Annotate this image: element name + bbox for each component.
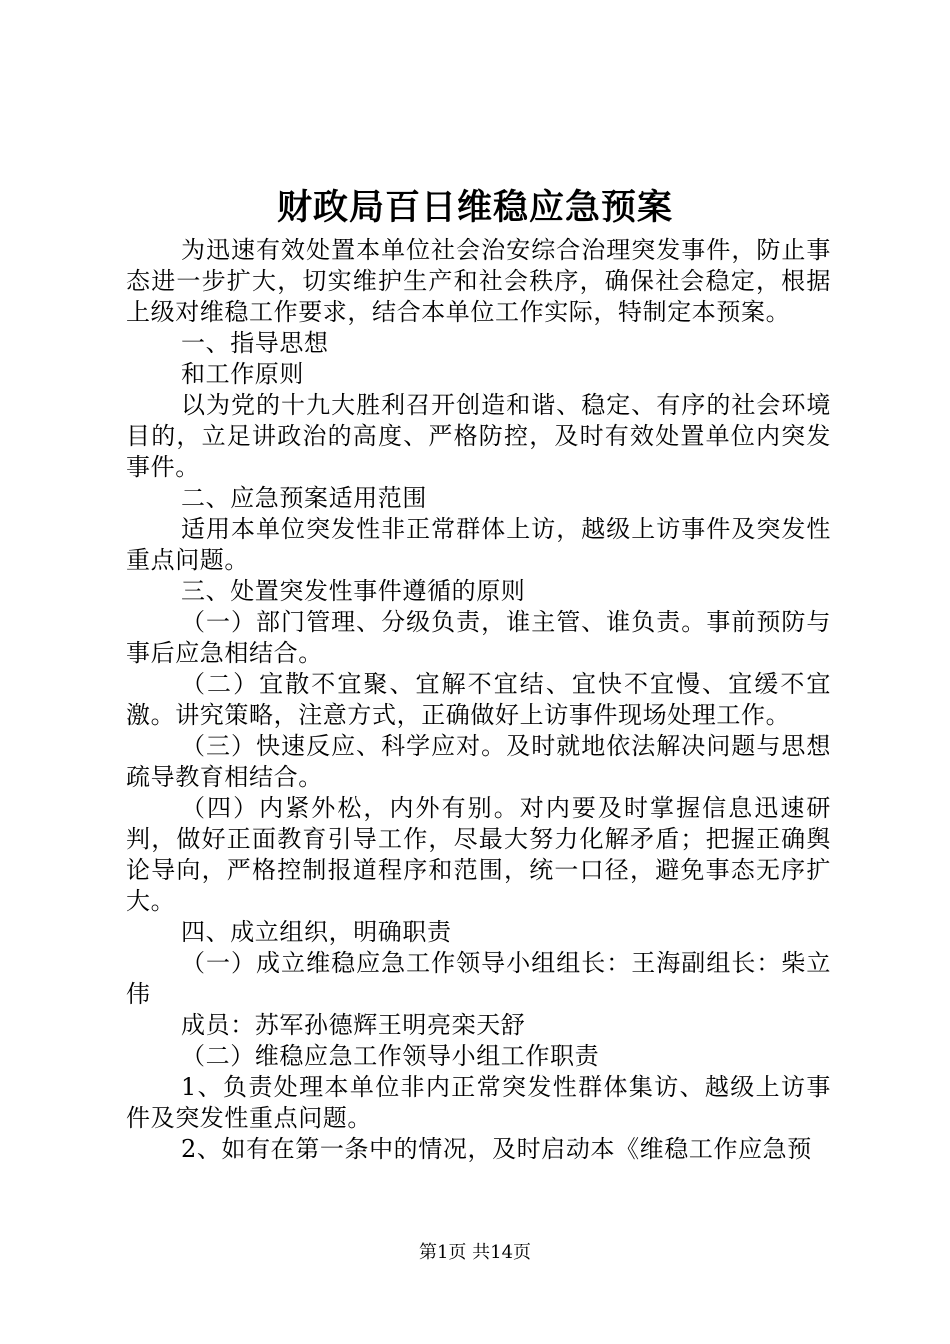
principle-item-2: （二）宜散不宜聚、宜解不宜结、宜快不宜慢、宜缓不宜激。讲究策略，注意方式，正确做好上访事件现场处理工作。 — [126, 670, 831, 729]
organization-item-2: （二）维稳应急工作领导小组工作职责 — [181, 1042, 600, 1070]
principle-item-4: （四）内紧外松，内外有别。对内要及时掌握信息迅速研判，做好正面教育引导工作，尽最大努力化解矛盾；把握正确舆论导向，严格控制报道程序和范围，统一口径，避免事态无序扩大。 — [126, 794, 831, 915]
document-body — [126, 235, 831, 1165]
intro-paragraph: 为迅速有效处置本单位社会治安综合治理突发事件，防止事态进一步扩大，切实维护生产和社会秩序，确保社会稳定，根据上级对维稳工作要求，结合本单位工作实际，特制定本预案。 — [126, 236, 831, 326]
members-line: 成员：苏军孙德辉王明亮栾天舒 — [181, 1011, 526, 1039]
section-heading-2: 二、应急预案适用范围 — [181, 484, 427, 512]
section-heading-1: 一、指导思想 — [181, 329, 329, 357]
duty-item-1: 1、负责处理本单位非内正常突发性群体集访、越级上访事件及突发性重点问题。 — [126, 1073, 831, 1132]
guiding-principle-paragraph: 以为党的十九大胜利召开创造和谐、稳定、有序的社会环境目的，立足讲政治的高度、严格防控，及时有效处置单位内突发事件。 — [126, 391, 831, 481]
principle-item-3: （三）快速反应、科学应对。及时就地依法解决问题与思想疏导教育相结合。 — [126, 732, 831, 791]
duty-item-2: 2、如有在第一条中的情况，及时启动本《维稳工作应急预 — [181, 1135, 812, 1163]
section-heading-1-continued: 和工作原则 — [181, 360, 304, 388]
section-heading-3: 三、处置突发性事件遵循的原则 — [181, 577, 526, 605]
scope-paragraph: 适用本单位突发性非正常群体上访，越级上访事件及突发性重点问题。 — [126, 515, 831, 574]
principle-item-1: （一）部门管理、分级负责，谁主管、谁负责。事前预防与事后应急相结合。 — [126, 608, 831, 667]
organization-item-1: （一）成立维稳应急工作领导小组组长：王海副组长：柴立伟 — [126, 949, 831, 1008]
document-title: 财政局百日维稳应急预案 — [276, 187, 673, 228]
page-number-footer: 第1页 共14页 — [418, 1242, 532, 1263]
section-heading-4: 四、成立组织，明确职责 — [181, 918, 452, 946]
